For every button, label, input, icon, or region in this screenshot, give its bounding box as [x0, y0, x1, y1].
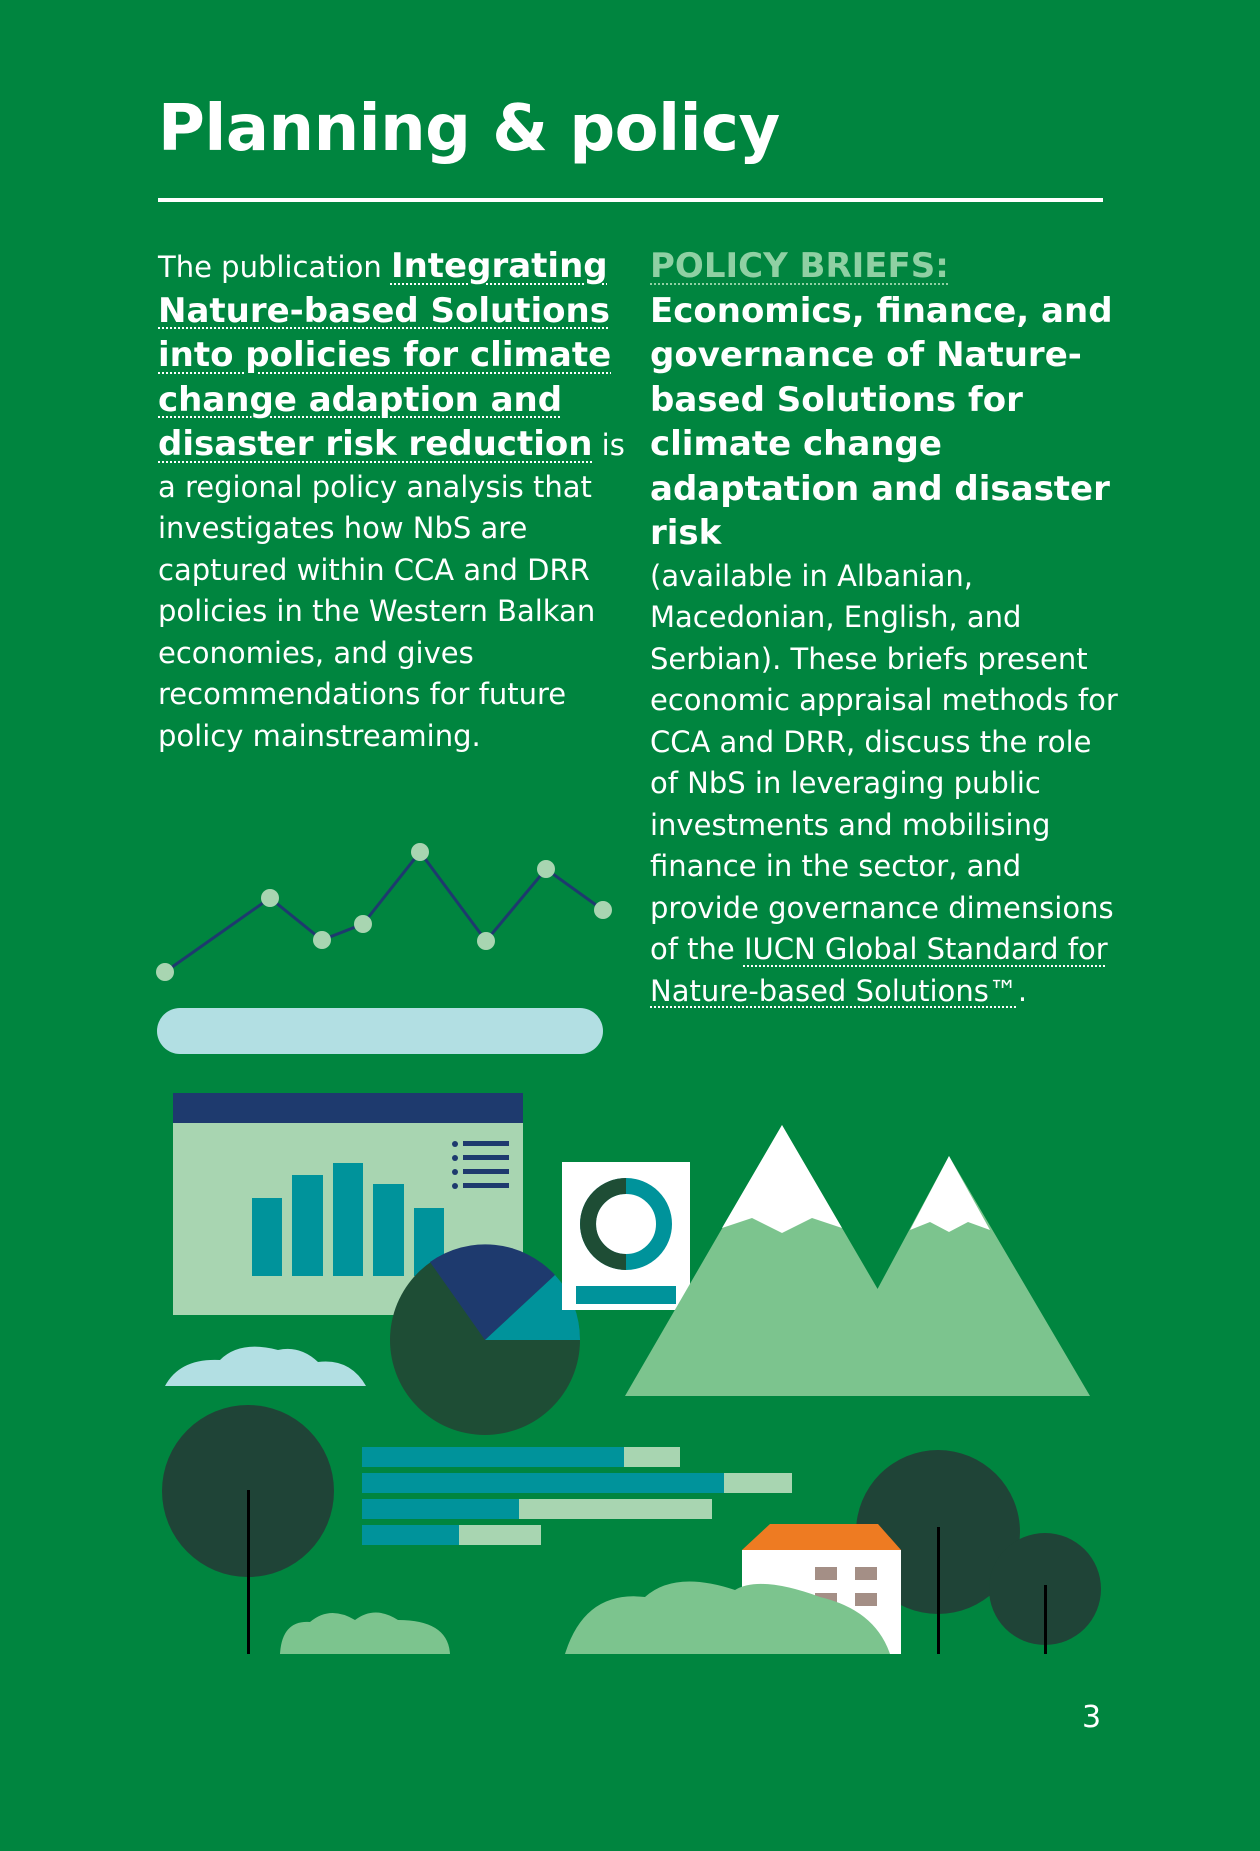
progress-pill [157, 1008, 603, 1054]
line-chart-icon [156, 843, 612, 981]
horizontal-bars-icon [362, 1447, 792, 1545]
cloud-icon [165, 1347, 366, 1386]
publication-link[interactable]: Integrating Nature-based Solutions into policies for climate change adaption and disaster risk reduction [158, 246, 612, 464]
pie-chart-icon [390, 1244, 580, 1435]
intro-text: The publication [158, 250, 391, 284]
left-body-text: is a regional policy analysis that investigates how NbS are captured within CCA and DRR policies in the Western Balkan economies, and gives recommendations for future policy mainstreaming. [158, 428, 625, 753]
iucn-standard-link[interactable]: IUCN Global Standard for Nature-based Solutions™ [650, 932, 1108, 1008]
policy-briefs-label[interactable]: POLICY BRIEFS: [650, 246, 949, 286]
policy-briefs-heading: Economics, finance, and governance of Nature-based Solutions for climate change adaptation and disaster risk [650, 290, 1113, 553]
page-number: 3 [1082, 1700, 1102, 1735]
page-title: Planning & policy [158, 92, 780, 166]
mountains-icon [625, 1125, 1090, 1396]
bushes-icon [280, 1581, 890, 1654]
right-body-text: (available in Albanian, Macedonian, English, and Serbian). These briefs present economic appraisal methods for CCA and DRR, discuss the role of NbS in leveraging public investments and mobilising finance in the sector, and provide governance dimensions of the [650, 558, 1118, 966]
right-body-end: . [1017, 973, 1028, 1008]
donut-chart-icon [562, 1162, 690, 1310]
